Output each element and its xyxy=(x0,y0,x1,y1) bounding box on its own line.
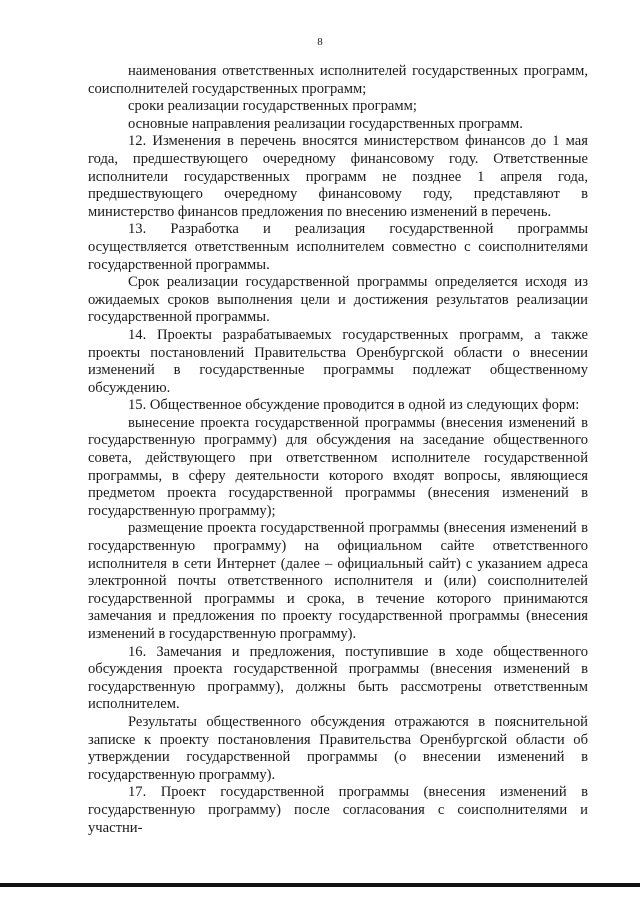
paragraph: Результаты общественного обсуждения отражаются в пояснительной записке к проекту постановления Правительства Оренбургской области об утверждении государственной программы (о внесении изменений в государственную программу). xyxy=(88,713,588,783)
paragraph: 12. Изменения в перечень вносятся министерством финансов до 1 мая года, предшествующего очередному финансовому году. Ответственные исполнители государственных программ не позднее 1 апреля года, предшествующего очередному финансовому году, представляют в министерство финансов предложения по внесению изменений в перечень. xyxy=(88,133,588,220)
paragraph: вынесение проекта государственной программы (внесения изменений в государственную программу) для обсуждения на заседание общественного совета, действующего при ответственном исполнителе государственной программы, в сферу деятельности которого входят вопросы, являющиеся предметом проекта государственной программы (внесения изменений в государственную программу); xyxy=(88,414,588,519)
paragraph: 17. Проект государственной программы (внесения изменений в государственную программу) после согласования с соисполнителями и участни- xyxy=(88,784,588,836)
paragraph: 13. Разработка и реализация государственной программы осуществляется ответственным исполнителем совместно с соисполнителями государственной программы. xyxy=(88,221,588,273)
page-bottom-border xyxy=(0,883,640,887)
paragraph: наименования ответственных исполнителей государственных программ, соисполнителей государственных программ; xyxy=(88,63,588,97)
paragraph: 14. Проекты разрабатываемых государственных программ, а также проекты постановлений Правительства Оренбургской области о внесении изменений в государственные программы подлежат общественному обсуждению. xyxy=(88,326,588,396)
paragraph: основные направления реализации государственных программ. xyxy=(128,115,523,132)
paragraph: сроки реализации государственных программ; xyxy=(128,98,417,115)
paragraph: 16. Замечания и предложения, поступившие в ходе общественного обсуждения проекта государственной программы (внесения изменений в государственную программу), должны быть рассмотрены ответственным исполнителем. xyxy=(88,643,588,713)
paragraph: размещение проекта государственной программы (внесения изменений в государственную программу) на официальном сайте ответственного исполнителя в сети Интернет (далее – официальный сайт) с указанием адреса электронной почты ответственного исполнителя и (или) соисполнителей государственной программы и срока, в течение которого принимаются замечания и предложения по проекту государственной программы (внесения изменений в государственную программу). xyxy=(88,520,588,642)
paragraph: Срок реализации государственной программы определяется исходя из ожидаемых сроков выполнения цели и достижения результатов реализации государственной программы. xyxy=(88,274,588,326)
page-number: 8 xyxy=(317,36,323,48)
paragraph: 15. Общественное обсуждение проводится в одной из следующих форм: xyxy=(128,397,580,414)
document-body xyxy=(88,63,588,837)
